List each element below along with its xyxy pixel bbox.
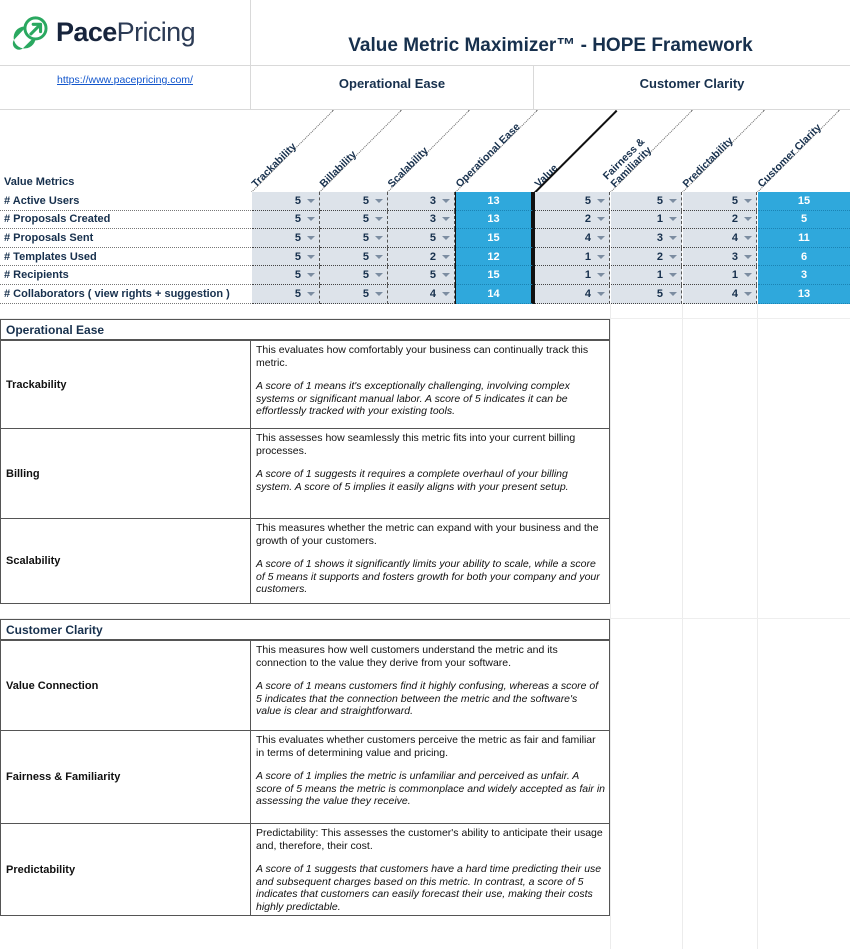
score-cell[interactable] xyxy=(252,229,320,248)
score-cell[interactable] xyxy=(320,192,388,211)
cell-value: 1 xyxy=(656,213,663,226)
cell-value: 5 xyxy=(584,194,591,207)
brand-cell xyxy=(0,0,251,66)
chevron-down-icon[interactable] xyxy=(744,292,752,296)
cell-value: 5 xyxy=(362,287,369,300)
pace-pricing-logo-icon xyxy=(8,11,52,55)
definition-scale-text: A score of 1 suggests that customers have a hard time predicting their use and subsequent charges based on this metric. In contrast, a score of 5 indicates that customers can easily forecast their use, making their costs highly predictable. xyxy=(256,863,602,913)
brand-wordmark xyxy=(56,17,195,48)
definition-section-header: Customer Clarity xyxy=(0,619,610,641)
chevron-down-icon[interactable] xyxy=(669,217,677,221)
score-cell[interactable] xyxy=(252,192,320,211)
total-cell xyxy=(758,211,850,230)
brand-name-bold: Pace xyxy=(56,17,117,47)
score-cell[interactable] xyxy=(535,211,610,230)
chevron-down-icon[interactable] xyxy=(307,217,315,221)
score-cell[interactable] xyxy=(683,229,757,248)
cell-value: 4 xyxy=(584,231,591,244)
cell-value: 3 xyxy=(800,269,808,282)
score-cell[interactable] xyxy=(252,266,320,285)
definition-term: Fairness & Familiarity xyxy=(1,731,251,823)
group-label-customer: Customer Clarity xyxy=(639,76,745,91)
chevron-down-icon[interactable] xyxy=(442,292,450,296)
chevron-down-icon[interactable] xyxy=(669,292,677,296)
cell-value: 1 xyxy=(731,269,738,282)
chevron-down-icon[interactable] xyxy=(597,255,605,259)
chevron-down-icon[interactable] xyxy=(307,292,315,296)
score-cell[interactable] xyxy=(683,192,757,211)
cell-value: 5 xyxy=(294,269,301,282)
score-cell[interactable] xyxy=(611,192,682,211)
total-cell xyxy=(758,229,850,248)
score-cell[interactable] xyxy=(252,285,320,304)
total-cell xyxy=(456,211,533,230)
cell-value: 5 xyxy=(362,194,369,207)
score-cell[interactable] xyxy=(535,248,610,267)
cell-value: 2 xyxy=(731,213,738,226)
page-title: Value Metric Maximizer™ - HOPE Framework xyxy=(348,35,753,56)
url-cell xyxy=(0,66,251,110)
score-cell[interactable] xyxy=(611,266,682,285)
metric-row-label: # Templates Used xyxy=(0,248,251,267)
definition-row xyxy=(0,641,610,731)
definition-scale-text: A score of 1 implies the metric is unfamiliar and perceived as unfair. A score of 5 means the metric is commonplace and widely accepted as fair in assessing the value they receive. xyxy=(256,770,605,808)
chevron-down-icon[interactable] xyxy=(307,236,315,240)
score-cell[interactable] xyxy=(683,285,757,304)
chevron-down-icon[interactable] xyxy=(442,273,450,277)
definition-body xyxy=(251,341,609,428)
total-cell xyxy=(758,285,850,304)
metric-row-label: # Collaborators ( view rights + suggestion ) xyxy=(0,285,251,304)
chevron-down-icon[interactable] xyxy=(307,199,315,203)
definition-row xyxy=(0,429,610,519)
score-cell[interactable] xyxy=(535,229,610,248)
cell-value: 5 xyxy=(656,287,663,300)
score-cell[interactable] xyxy=(683,248,757,267)
score-cell[interactable] xyxy=(535,285,610,304)
total-cell xyxy=(456,229,533,248)
metric-row-label: # Proposals Sent xyxy=(0,229,251,248)
score-cell[interactable] xyxy=(320,211,388,230)
cell-value: 4 xyxy=(731,287,738,300)
chevron-down-icon[interactable] xyxy=(375,236,383,240)
cell-value: 4 xyxy=(584,287,591,300)
column-header-customer-clarity: Customer Clarity xyxy=(755,121,824,190)
chevron-down-icon[interactable] xyxy=(442,255,450,259)
cell-value: 5 xyxy=(294,287,301,300)
cell-value: 5 xyxy=(294,231,301,244)
column-header-value: Value xyxy=(532,162,561,190)
cell-value: 5 xyxy=(294,250,301,263)
group-label-operational: Operational Ease xyxy=(338,76,446,91)
chevron-down-icon[interactable] xyxy=(307,255,315,259)
definition-plain-text: This measures whether the metric can expand with your business and the growth of your customers. xyxy=(256,522,599,547)
definition-body xyxy=(251,824,609,915)
column-header-operational-ease: Operational Ease xyxy=(453,120,523,190)
chevron-down-icon[interactable] xyxy=(669,273,677,277)
score-cell[interactable] xyxy=(320,266,388,285)
cell-value: 12 xyxy=(487,250,500,263)
cell-value: 5 xyxy=(429,231,436,244)
definition-row xyxy=(0,731,610,824)
definition-scale-text: A score of 1 means it's exceptionally challenging, involving complex systems or significant manual labor. A score of 5 indicates it can be effortlessly tracked with your existing tools. xyxy=(256,380,570,418)
score-cell[interactable] xyxy=(388,192,455,211)
cell-value: 1 xyxy=(584,250,591,263)
total-cell xyxy=(758,266,850,285)
total-cell xyxy=(456,248,533,267)
value-metrics-header: Value Metrics xyxy=(4,176,75,188)
total-cell xyxy=(758,192,850,211)
chevron-down-icon[interactable] xyxy=(744,255,752,259)
cell-value: 5 xyxy=(294,194,301,207)
column-header-trackability: Trackability xyxy=(249,140,299,190)
cell-value: 2 xyxy=(584,213,591,226)
score-cell[interactable] xyxy=(683,266,757,285)
chevron-down-icon[interactable] xyxy=(375,292,383,296)
cell-value: 5 xyxy=(429,269,436,282)
cell-value: 4 xyxy=(429,287,436,300)
section-gap xyxy=(0,304,850,319)
chevron-down-icon[interactable] xyxy=(669,236,677,240)
definition-body xyxy=(251,731,609,823)
cell-value: 5 xyxy=(656,194,663,207)
definition-row xyxy=(0,341,610,429)
cell-value: 4 xyxy=(731,231,738,244)
group-header-operational-ease xyxy=(251,66,534,110)
definition-plain-text: This evaluates how comfortably your business can continually track this metric. xyxy=(256,344,589,369)
chevron-down-icon[interactable] xyxy=(597,199,605,203)
score-cell[interactable] xyxy=(611,285,682,304)
definition-plain-text: This measures how well customers understand the metric and its connection to the value they derive from your software. xyxy=(256,644,558,669)
cell-value: 15 xyxy=(487,269,500,282)
chevron-down-icon[interactable] xyxy=(597,217,605,221)
pacepricing-link[interactable]: https://www.pacepricing.com/ xyxy=(57,74,193,86)
score-cell[interactable] xyxy=(535,192,610,211)
chevron-down-icon[interactable] xyxy=(442,236,450,240)
group-header-customer-clarity xyxy=(534,66,850,110)
chevron-down-icon[interactable] xyxy=(744,217,752,221)
section-gap xyxy=(0,604,850,619)
cell-value: 6 xyxy=(800,250,808,263)
sheet-title-cell xyxy=(251,0,850,66)
definition-scale-text: A score of 1 shows it significantly limits your ability to scale, while a score of 5 means it supports and fosters growth for both your company and your customers. xyxy=(256,558,600,596)
section-divider-diagonal xyxy=(534,110,617,192)
score-cell[interactable] xyxy=(320,285,388,304)
total-cell xyxy=(456,285,533,304)
chevron-down-icon[interactable] xyxy=(597,273,605,277)
definition-plain-text: Predictability: This assesses the customer's ability to anticipate their usage and, therefore, their cost. xyxy=(256,827,603,852)
definition-term: Scalability xyxy=(1,519,251,603)
definition-term: Predictability xyxy=(1,824,251,915)
cell-value: 1 xyxy=(656,269,663,282)
column-header-fairness-familiarity: Fairness & Familiarity xyxy=(600,135,655,190)
score-cell[interactable] xyxy=(252,248,320,267)
score-cell[interactable] xyxy=(611,229,682,248)
definition-body xyxy=(251,641,609,730)
score-cell[interactable] xyxy=(388,266,455,285)
definition-scale-text: A score of 1 suggests it requires a complete overhaul of your billing system. A score of 5 implies it easily aligns with your present setup. xyxy=(256,468,569,493)
cell-value: 5 xyxy=(362,231,369,244)
cell-value: 15 xyxy=(797,194,811,207)
cell-value: 5 xyxy=(362,213,369,226)
cell-value: 13 xyxy=(487,213,500,226)
definition-section-header: Operational Ease xyxy=(0,319,610,341)
column-header-billability: Billability xyxy=(317,148,360,190)
score-cell[interactable] xyxy=(388,211,455,230)
rotated-column-headers xyxy=(0,110,850,192)
cell-value: 3 xyxy=(429,213,436,226)
chevron-down-icon[interactable] xyxy=(669,255,677,259)
definition-term: Trackability xyxy=(1,341,251,428)
chevron-down-icon[interactable] xyxy=(744,199,752,203)
total-cell xyxy=(456,192,533,211)
cell-value: 3 xyxy=(656,231,663,244)
definition-term: Value Connection xyxy=(1,641,251,730)
score-cell[interactable] xyxy=(252,211,320,230)
chevron-down-icon[interactable] xyxy=(442,199,450,203)
score-cell[interactable] xyxy=(683,211,757,230)
cell-value: 14 xyxy=(487,287,500,300)
chevron-down-icon[interactable] xyxy=(597,292,605,296)
cell-value: 15 xyxy=(487,231,500,244)
metric-row-label: # Proposals Created xyxy=(0,211,251,230)
chevron-down-icon[interactable] xyxy=(442,217,450,221)
masthead xyxy=(0,0,850,66)
cell-value: 5 xyxy=(800,213,808,226)
score-cell[interactable] xyxy=(388,285,455,304)
definition-row xyxy=(0,824,610,916)
score-cell[interactable] xyxy=(320,229,388,248)
score-cell[interactable] xyxy=(611,248,682,267)
cell-value: 13 xyxy=(487,194,500,207)
column-header-predictability: Predictability xyxy=(680,134,736,190)
chevron-down-icon[interactable] xyxy=(375,217,383,221)
definition-plain-text: This assesses how seamlessly this metric fits into your current billing processes. xyxy=(256,432,576,457)
chevron-down-icon[interactable] xyxy=(375,255,383,259)
chevron-down-icon[interactable] xyxy=(744,273,752,277)
metric-row-label: # Active Users xyxy=(0,192,251,211)
chevron-down-icon[interactable] xyxy=(375,199,383,203)
score-cell[interactable] xyxy=(535,266,610,285)
chevron-down-icon[interactable] xyxy=(375,273,383,277)
score-cell[interactable] xyxy=(611,211,682,230)
score-cell[interactable] xyxy=(388,229,455,248)
definition-term: Billing xyxy=(1,429,251,518)
definition-plain-text: This evaluates whether customers perceive the metric as fair and familiar in terms of determining value and pricing. xyxy=(256,734,596,759)
cell-value: 13 xyxy=(797,287,811,300)
cell-value: 2 xyxy=(656,250,663,263)
definitions-area xyxy=(0,304,850,916)
score-cell[interactable] xyxy=(320,248,388,267)
score-grid xyxy=(0,192,850,304)
cell-value: 5 xyxy=(731,194,738,207)
metric-row-label: # Recipients xyxy=(0,266,251,285)
chevron-down-icon[interactable] xyxy=(597,236,605,240)
cell-value: 3 xyxy=(429,194,436,207)
definition-scale-text: A score of 1 means customers find it highly confusing, whereas a score of 5 indicates that the connection between the metric and the software's value is clear and straightforward. xyxy=(256,680,599,718)
score-cell[interactable] xyxy=(388,248,455,267)
cell-value: 5 xyxy=(294,213,301,226)
cell-value: 11 xyxy=(798,231,810,244)
chevron-down-icon[interactable] xyxy=(744,236,752,240)
brand-name-light: Pricing xyxy=(116,17,196,47)
definition-row xyxy=(0,519,610,604)
cell-value: 2 xyxy=(429,250,436,263)
cell-value: 5 xyxy=(362,250,369,263)
cell-value: 5 xyxy=(362,269,369,282)
total-cell xyxy=(456,266,533,285)
cell-value: 1 xyxy=(584,269,591,282)
column-header-scalability: Scalability xyxy=(385,144,431,190)
definition-body xyxy=(251,519,609,603)
chevron-down-icon[interactable] xyxy=(669,199,677,203)
cell-value: 3 xyxy=(731,250,738,263)
definition-body xyxy=(251,429,609,518)
chevron-down-icon[interactable] xyxy=(307,273,315,277)
url-and-group-row xyxy=(0,66,850,110)
total-cell xyxy=(758,248,850,267)
